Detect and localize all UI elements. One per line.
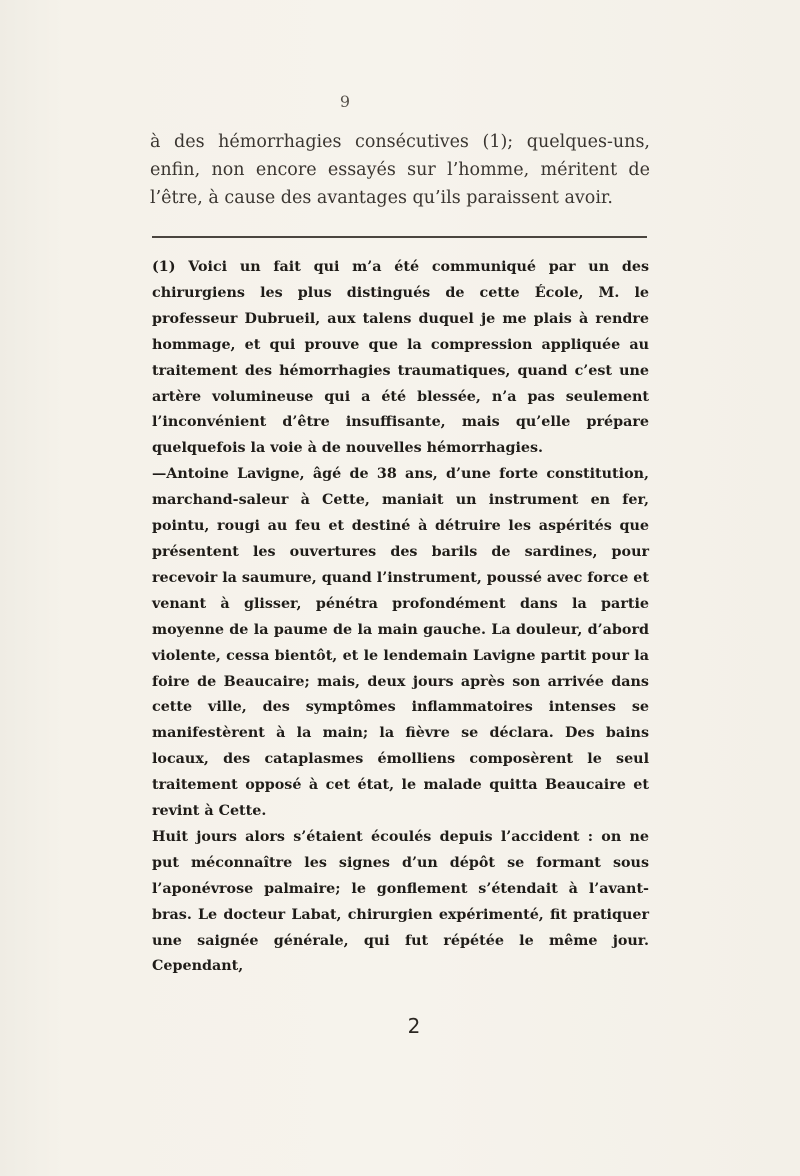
- footnote-paragraph-3: Huit jours alors s’étaient écoulés depuis l’accident : on ne put méconnaître les signes d’un dépôt se formant sous l’aponévrose palmaire; le gonflement s’étendait à l’avant-bras. Le docteur Labat, chirurgien expérimenté, fit pratiquer une saignée générale, qui fut répétée le même jour. Cependant,: [152, 828, 649, 975]
- footnote-paragraph-2: —Antoine Lavigne, âgé de 38 ans, d’une forte constitution, marchand-saleur à Cette, maniait un instrument en fer, pointu, rougi au feu et destiné à détruire les aspérités que présentent les ouvertures des barils de sardines, pour recevoir la saumure, quand l’instrument, poussé avec force et venant à glisser, pénétra profondément dans la partie moyenne de la paume de la main gauche. La douleur, d’abord violente, cessa bientôt, et le lendemain Lavigne partit pour la foire de Beaucaire; mais, deux jours après son arrivée dans cette ville, des symptômes inflammatoires intenses se manifestèrent à la main; la fièvre se déclara. Des bains locaux, des cataplasmes émolliens composèrent le seul traitement opposé à cet état, le malade quitta Beaucaire et revint à Cette.: [152, 466, 649, 820]
- footnote-paragraph-1: (1) Voici un fait qui m’a été communiqué par un des chirurgiens les plus distingués de cette École, M. le professeur Dubrueil, aux talens duquel je me plais à rendre hommage, et qui prouve que la compression appliquée au traitement des hémorrhagies traumatiques, quand c’est une artère volumineuse qui a été blessée, n’a pas seulement l’inconvénient d’être insuffisante, mais qu’elle prépare quelquefois la voie à de nouvelles hémorrhagies.: [152, 259, 649, 457]
- page-number: 9: [339, 92, 351, 111]
- main-paragraph: à des hémorrhagies consécutives (1); quelques-uns, enfin, non encore essayés sur l’homme, méritent de l’être, à cause des avantages qu’ils paraissent avoir.: [150, 132, 650, 208]
- signature-mark-text: 2: [407, 1014, 421, 1038]
- signature-mark: [0, 1014, 800, 1038]
- footnote-separator-rule: [152, 236, 647, 238]
- footnote-block: [152, 255, 649, 980]
